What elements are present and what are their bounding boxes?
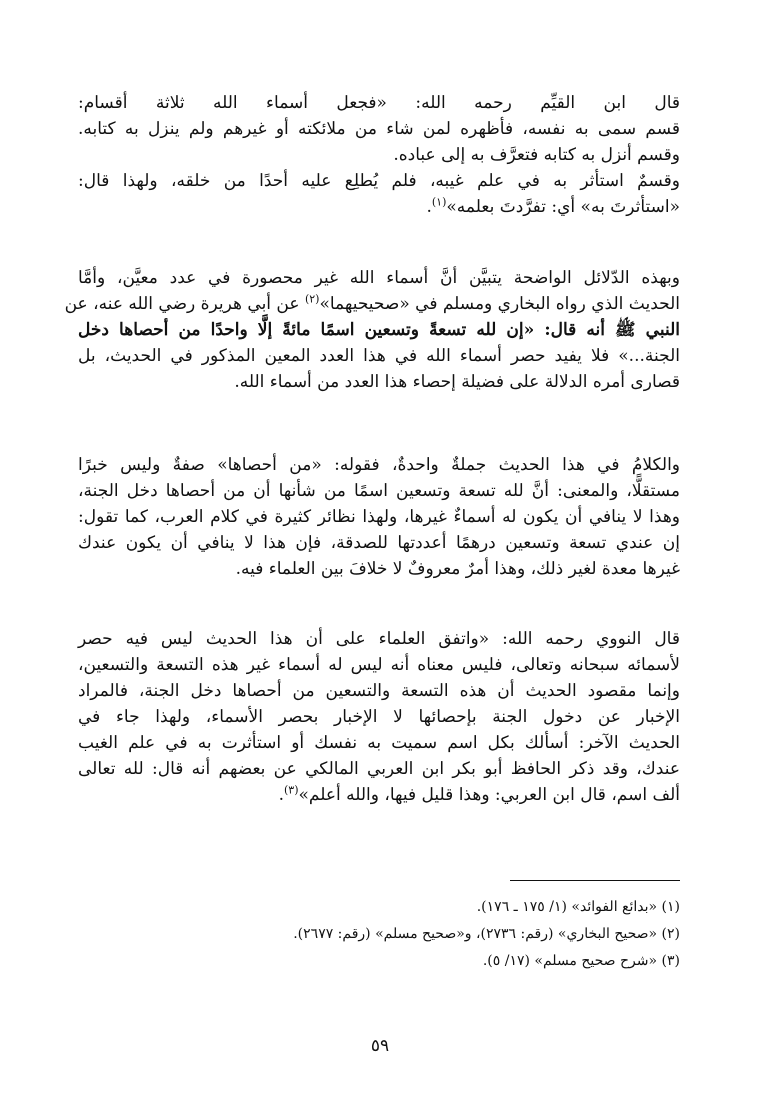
footnote-reference[interactable]: (٢) [304, 292, 320, 306]
page-number: ٥٩ [370, 1036, 390, 1056]
text-line: قصارى أمره الدلالة على فضيلة إحصاء هذا العدد من أسماء الله. [234, 372, 680, 392]
text-line: وهذا لا ينافي أن يكون له أسماءٌ غيرها، ولهذا نظائر كثيرة في كلام العرب، كما تقول: [78, 507, 680, 527]
text-line: قسم سمى به نفسه، فأظهره لمن شاء من ملائكته أو غيرهم ولم ينزل به كتابه. [78, 119, 680, 139]
footnote-reference[interactable]: (٣) [284, 783, 299, 797]
footnote-item: (٢) «صحيح البخاري» (رقم: ٢٧٣٦)، و«صحيح مسلم» (رقم: ٢٦٧٧). [293, 926, 680, 942]
text-line: لأسمائه سبحانه وتعالى، فليس معناه أنه ليس له أسماء غير هذه التسعة والتسعين، [78, 655, 680, 675]
text-line: إن عندي تسعة وتسعين درهمًا أعددتها للصدقة، فإن هذا لا ينافي أن يكون عندك [78, 533, 680, 553]
text-line: الإخبار عن دخول الجنة بإحصائها لا الإخبار بحصر الأسماء، ولهذا جاء في [78, 707, 680, 727]
text-line: مستقلًّا، والمعنى: أنَّ لله تسعة وتسعين اسمًا من شأنها أن من أحصاها دخل الجنة، [78, 481, 680, 501]
text-line: عندك، وقد ذكر الحافظ أبو بكر ابن العربي المالكي عن بعضهم أنه قال: لله تعالى [78, 759, 680, 779]
text-line: قال ابن القيِّم رحمه الله: «فجعل أسماء الله ثلاثة أقسام: [78, 93, 680, 113]
text-line: وقسم أنزل به كتابه فتعرَّف به إلى عباده. [393, 145, 680, 165]
paragraph-hadith-count [64, 265, 680, 395]
paragraph-sentence-structure [78, 452, 680, 582]
text-line: قال النووي رحمه الله: «واتفق العلماء على أن هذا الحديث ليس فيه حصر [78, 629, 680, 649]
text-line-tail: عن أبي هريرة رضي الله عنه، عن [64, 294, 300, 314]
footnotes-section [78, 894, 680, 975]
text-line: الحديث الآخر: أسألك بكل اسم سميت به نفسك أو استأثرت به في علم الغيب [78, 733, 680, 753]
text-line-content: الحديث الذي رواه البخاري ومسلم في «صحيحيهما» [319, 294, 680, 314]
text-line-content: ألف اسم، قال ابن العربي: وهذا قليل فيها، والله أعلم» [298, 785, 680, 805]
text-line: وإنما مقصود الحديث أن هذه التسعة والتسعين من أحصاها دخل الجنة، فالمراد [78, 681, 680, 701]
paragraph-ibn-alqayyim [78, 90, 680, 220]
text-line: «استأثرتَ به» أي: تفرَّدتَ بعلمه»$^{(١)}$. [426, 195, 680, 217]
hadith-text-line: النبي ﷺ أنه قال: «إن لله تسعةً وتسعين اسمًا مائةً إلَّا واحدًا من أحصاها دخل [78, 320, 680, 340]
text-line: وقسمٌ استأثر به في علم غيبه، فلم يُطلِع عليه أحدًا من خلقه، ولهذا قال: [78, 171, 680, 191]
text-line-content: «استأثرتَ به» أي: تفرَّدتَ بعلمه» [446, 197, 680, 217]
footnote-divider [510, 880, 680, 881]
footnote-item: (٣) «شرح صحيح مسلم» (١٧/ ٥). [482, 953, 680, 969]
text-line: وبهذه الدّلائل الواضحة يتبيَّن أنَّ أسماء الله غير محصورة في عدد معيَّن، وأمَّا [78, 268, 680, 288]
text-line [64, 291, 680, 317]
text-line: ألف اسم، قال ابن العربي: وهذا قليل فيها، والله أعلم»$^{(٣)}$. [278, 783, 680, 805]
paragraph-nawawi [78, 626, 680, 808]
text-line: والكلامُ في هذا الحديث جملةٌ واحدةٌ، فقوله: «من أحصاها» صفةٌ وليس خبرًا [78, 455, 680, 475]
text-line: غيرها معدة لغير ذلك، وهذا أمرٌ معروفٌ لا خلافَ بين العلماء فيه. [235, 559, 680, 579]
footnote-item: (١) «بدائع الفوائد» (١/ ١٧٥ ـ ١٧٦). [476, 899, 680, 915]
footnote-reference[interactable]: (١) [431, 195, 447, 209]
text-line: الجنة...» فلا يفيد حصر أسماء الله في هذا العدد المعين المذكور في الحديث، بل [78, 346, 680, 366]
